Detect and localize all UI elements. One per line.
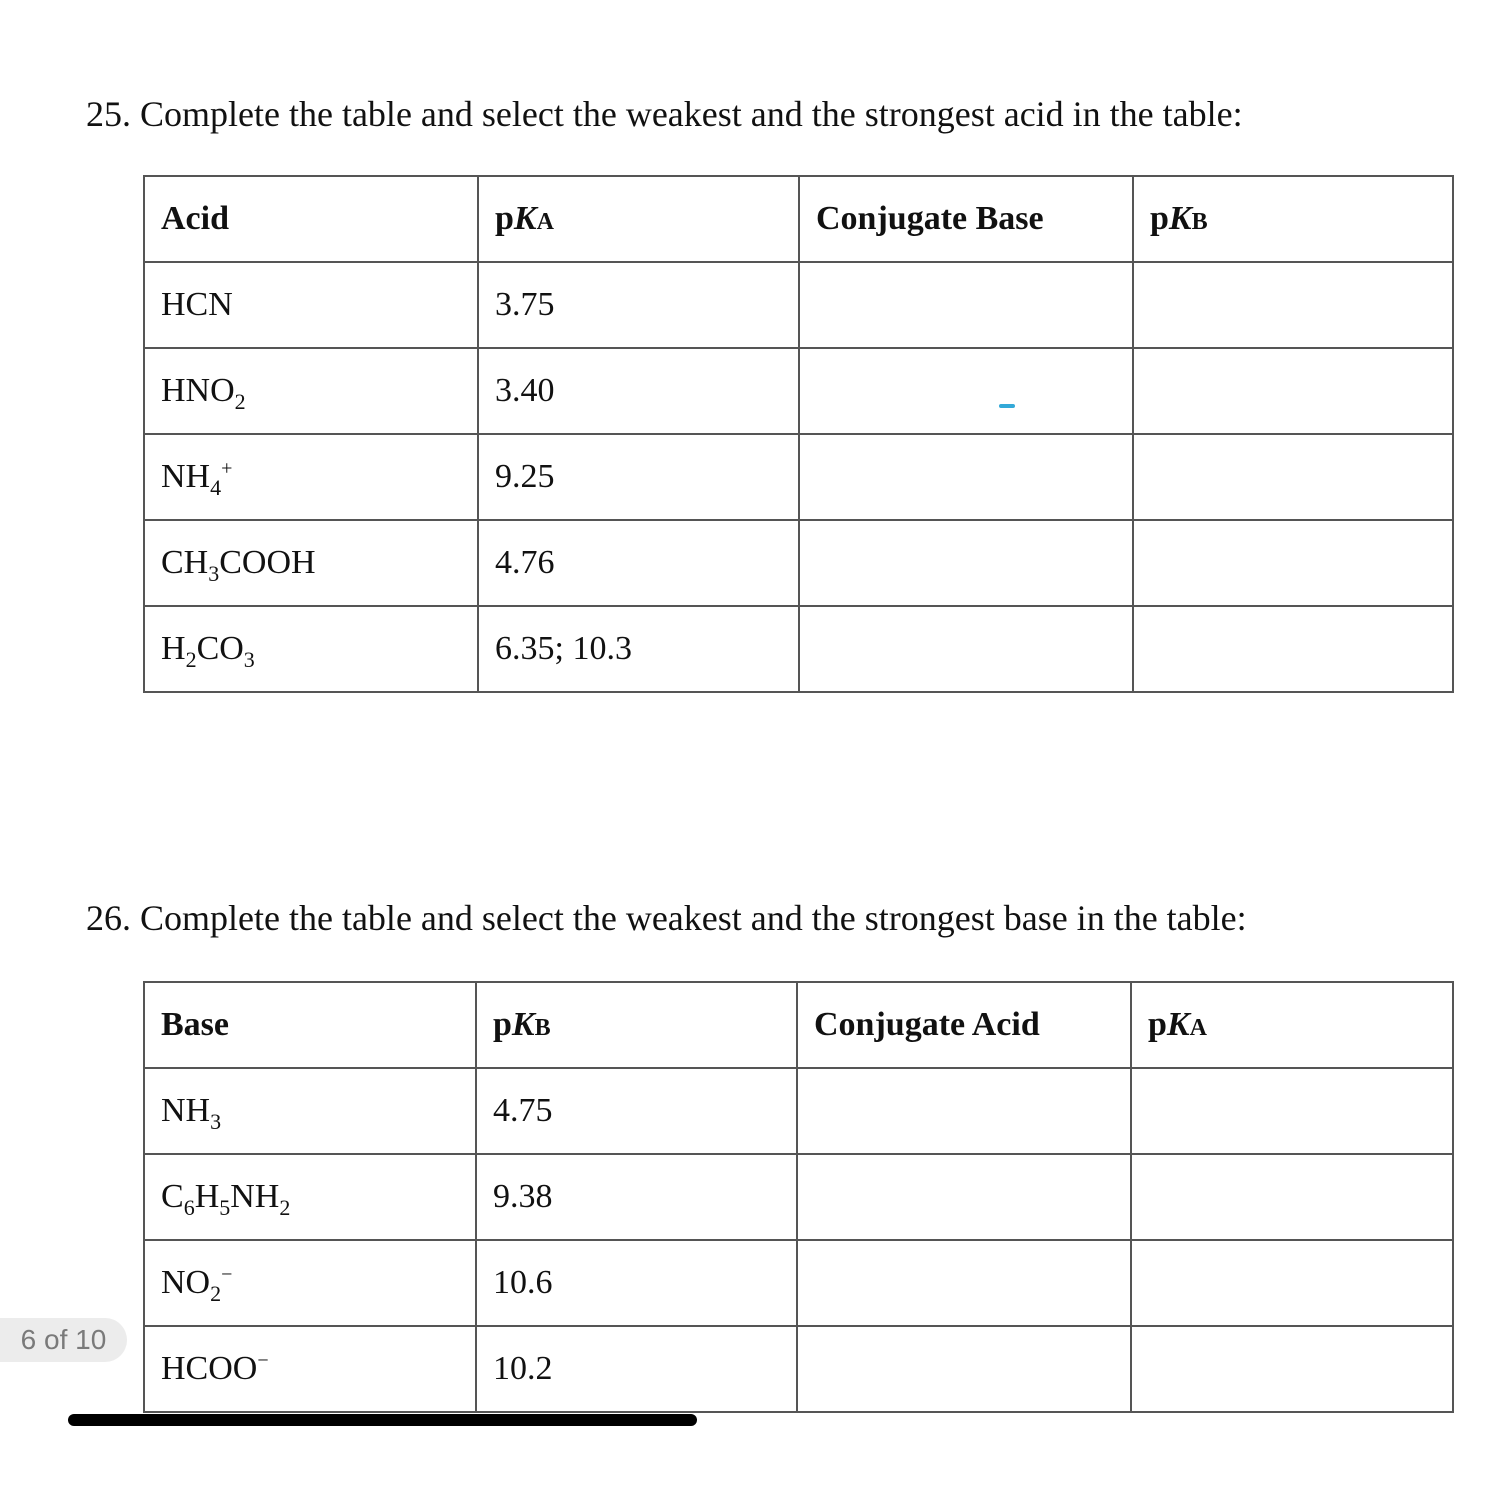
acid-formula: $CH_3COOH$ xyxy=(144,520,478,606)
base-row xyxy=(144,1154,1453,1240)
base-pk2-blank[interactable] xyxy=(1131,1154,1453,1240)
base-pk-value: 4.75 xyxy=(476,1068,797,1154)
acid-pk-value: 9.25 xyxy=(478,434,799,520)
question-25-prompt: 25. Complete the table and select the weakest and the strongest acid in the table: xyxy=(86,94,1243,134)
acid-row xyxy=(144,520,1453,606)
acid-table-header-row xyxy=(144,176,1453,262)
acid-row xyxy=(144,434,1453,520)
base-pk2-blank[interactable] xyxy=(1131,1326,1453,1412)
acid-formula: HCN xyxy=(144,262,478,348)
base-formula: HCOO− xyxy=(144,1326,476,1412)
base-pk-value: 10.6 xyxy=(476,1240,797,1326)
acid-formula: $NH_4^+$ xyxy=(144,434,478,520)
acid-pk2-blank[interactable] xyxy=(1133,434,1453,520)
acid-pk2-blank[interactable] xyxy=(1133,520,1453,606)
acid-pk2-blank[interactable] xyxy=(1133,262,1453,348)
acid-conjugate-blank[interactable] xyxy=(799,434,1133,520)
acid-row xyxy=(144,348,1453,434)
acid-pk-value: 3.40 xyxy=(478,348,799,434)
acid-conjugate-blank[interactable] xyxy=(799,348,1133,434)
acid-conjugate-blank[interactable] xyxy=(799,606,1133,692)
base-conjugate-blank[interactable] xyxy=(797,1154,1131,1240)
base-formula: $NO_2^-$ xyxy=(144,1240,476,1326)
header-pkb: pKB xyxy=(476,982,797,1068)
header-pkb: pKB xyxy=(1133,176,1453,262)
pen-mark xyxy=(999,404,1015,408)
base-formula: $NH_3$ xyxy=(144,1068,476,1154)
page-indicator: 6 of 10 xyxy=(0,1318,127,1362)
acid-formula: $HNO_2$ xyxy=(144,348,478,434)
acid-pk2-blank[interactable] xyxy=(1133,348,1453,434)
home-indicator-bar xyxy=(68,1414,697,1426)
base-conjugate-blank[interactable] xyxy=(797,1068,1131,1154)
base-pk-value: 9.38 xyxy=(476,1154,797,1240)
header-base: Base xyxy=(144,982,476,1068)
acid-pk-value: 3.75 xyxy=(478,262,799,348)
acid-table xyxy=(143,175,1454,693)
base-row xyxy=(144,1068,1453,1154)
header-acid: Acid xyxy=(144,176,478,262)
base-conjugate-blank[interactable] xyxy=(797,1326,1131,1412)
base-table-header-row xyxy=(144,982,1453,1068)
header-pka: pKA xyxy=(1131,982,1453,1068)
acid-pk-value: 4.76 xyxy=(478,520,799,606)
acid-conjugate-blank[interactable] xyxy=(799,262,1133,348)
base-row xyxy=(144,1326,1453,1412)
base-pk-value: 10.2 xyxy=(476,1326,797,1412)
base-pk2-blank[interactable] xyxy=(1131,1068,1453,1154)
header-conjugate-acid: Conjugate Acid xyxy=(797,982,1131,1068)
base-table xyxy=(143,981,1454,1413)
base-formula: $C_6H_5NH_2$ xyxy=(144,1154,476,1240)
acid-pk-value: 6.35; 10.3 xyxy=(478,606,799,692)
question-26-prompt: 26. Complete the table and select the weakest and the strongest base in the table: xyxy=(86,898,1247,938)
acid-row xyxy=(144,262,1453,348)
acid-pk2-blank[interactable] xyxy=(1133,606,1453,692)
header-pka: pKA xyxy=(478,176,799,262)
acid-row xyxy=(144,606,1453,692)
base-pk2-blank[interactable] xyxy=(1131,1240,1453,1326)
base-row xyxy=(144,1240,1453,1326)
base-conjugate-blank[interactable] xyxy=(797,1240,1131,1326)
acid-formula: $H_2CO_3$ xyxy=(144,606,478,692)
acid-conjugate-blank[interactable] xyxy=(799,520,1133,606)
header-conjugate-base: Conjugate Base xyxy=(799,176,1133,262)
